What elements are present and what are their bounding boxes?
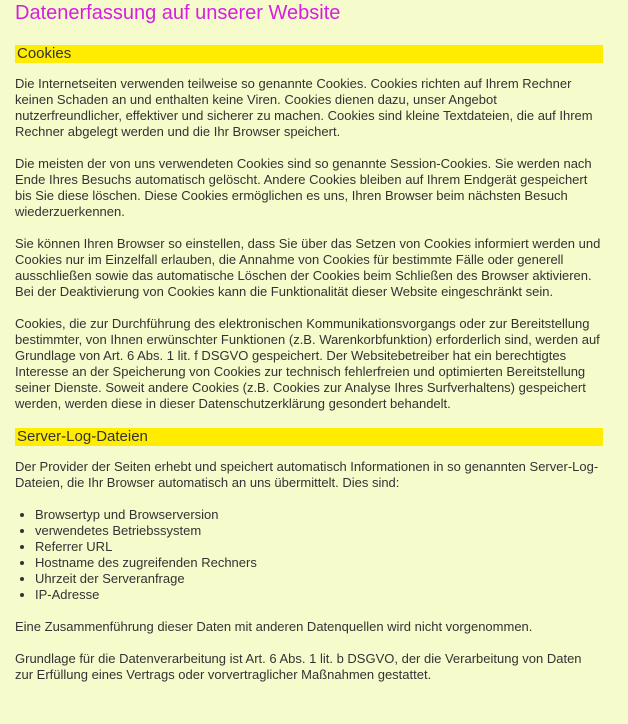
list-item: • Referrer URL xyxy=(35,539,603,555)
page-title: Datenerfassung auf unserer Website xyxy=(15,2,341,24)
cookies-paragraph-1: Die Internetseiten verwenden teilweise so genannte Cookies. Cookies richten auf Ihrem Rechner keinen Schaden an und enthalten keine Viren. Cookies dienen dazu, unser Angebot nutzerfreundlicher, effektiver und sicherer zu machen. Cookies sind kleine Textdateien, die auf Ihrem Rechner abgelegt werden und die Ihr Browser speichert. xyxy=(15,76,593,139)
list-item: • Uhrzeit der Serveranfrage xyxy=(35,571,603,587)
cookies-paragraph-4: Cookies, die zur Durchführung des elektronischen Kommunikationsvorgangs oder zur Bereitstellung bestimmter, von Ihnen erwünschter Funktionen (z.B. Warenkorbfunktion) erforderlich sind, werden auf Grundlage von Art. 6 Abs. 1 lit. f DSGVO gespeichert. Der Websitebetreiber hat ein berechtigtes Interesse an der Speicherung von Cookies zur technisch fehlerfreien und optimierten Bereitstellung seiner Dienste. Soweit andere Cookies (z.B. Cookies zur Analyse Ihres Surfverhaltens) gespeichert werden, werden diese in dieser Datenschutzerklärung gesondert behandelt. xyxy=(15,316,600,411)
list-item: • IP-Adresse xyxy=(35,587,603,603)
section-heading-server-log: Server-Log-Dateien xyxy=(15,428,603,446)
list-item: • Hostname des zugreifenden Rechners xyxy=(35,555,603,571)
list-item: • verwendetes Betriebssystem xyxy=(35,523,603,539)
cookies-paragraph-2: Die meisten der von uns verwendeten Cookies sind so genannte Session-Cookies. Sie werden nach Ende Ihres Besuchs automatisch gelöscht. Andere Cookies bleiben auf Ihrem Endgerät gespeichert bis Sie diese löschen. Diese Cookies ermöglichen es uns, Ihren Browser beim nächsten Besuch wiederzuerkennen. xyxy=(15,156,592,219)
section-heading-cookies: Cookies xyxy=(15,45,603,63)
server-log-intro: Der Provider der Seiten erhebt und speichert automatisch Informationen in so genannten Server-Log-Dateien, die Ihr Browser automatisch an uns übermittelt. Dies sind: xyxy=(15,459,599,490)
cookies-paragraph-3: Sie können Ihren Browser so einstellen, dass Sie über das Setzen von Cookies informiert werden und Cookies nur im Einzelfall erlauben, die Annahme von Cookies für bestimmte Fälle oder generell ausschließen sowie das automatische Löschen der Cookies beim Schließen des Browser aktivieren. Bei der Deaktivierung von Cookies kann die Funktionalität dieser Website eingeschränkt sein. xyxy=(15,236,601,299)
list-item: • Browsertyp und Browserversion xyxy=(35,507,603,523)
server-log-list xyxy=(15,507,603,603)
server-log-paragraph-2: Grundlage für die Datenverarbeitung ist Art. 6 Abs. 1 lit. b DSGVO, der die Verarbeitung von Daten zur Erfüllung eines Vertrags oder vorvertraglicher Maßnahmen gestattet. xyxy=(15,651,582,682)
server-log-paragraph-1: Eine Zusammenführung dieser Daten mit anderen Datenquellen wird nicht vorgenommen. xyxy=(15,619,533,634)
